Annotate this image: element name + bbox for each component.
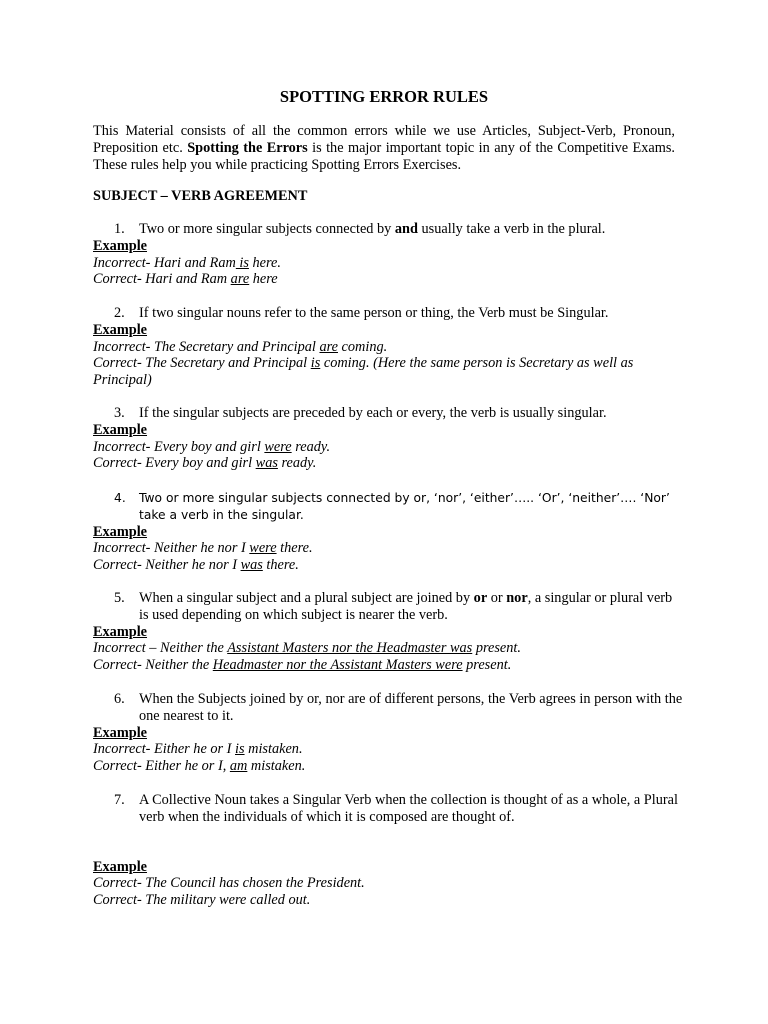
rule-number: 5.: [114, 590, 125, 606]
underlined-correction: are: [230, 271, 250, 288]
correct-example: Correct- The Council has chosen the President.: [93, 875, 365, 892]
rule-text: Two or more singular subjects connected by: [139, 221, 395, 237]
intro-text-after: is the major important topic in any of the Competitive Exams. These rules help you while practicing Spotting Errors Exercises.: [93, 139, 675, 173]
example-label: Example: [93, 858, 148, 875]
example-text: there.: [262, 557, 299, 574]
example-text: Incorrect- Every boy and girl: [93, 438, 265, 455]
underlined-correction: was: [240, 557, 263, 574]
rule-6-statement: [93, 691, 683, 725]
underlined-error: Assistant Masters nor the Headmaster was: [227, 640, 473, 657]
rule-7-statement: [93, 792, 683, 826]
rule-text: usually take a verb in the plural.: [417, 221, 606, 237]
incorrect-example: [93, 540, 683, 557]
underlined-error: were: [249, 540, 277, 557]
rule-text: Two or more singular subjects connected by or, ‘nor’, ‘either’….. ‘Or’, ‘neither’…. ‘Nor’ take a verb in the singular.: [139, 491, 670, 522]
example-label: Example: [93, 421, 148, 438]
rule-text: or: [487, 590, 507, 606]
rule-7: [93, 792, 683, 909]
rule-5: [93, 590, 683, 674]
example-text: present.: [472, 640, 521, 657]
rule-number: 7.: [114, 792, 125, 808]
intro-paragraph: [93, 123, 675, 173]
rule-number: 3.: [114, 405, 125, 421]
rule-text: When a singular subject and a plural subject are joined by: [139, 590, 474, 606]
incorrect-example: [93, 339, 683, 356]
example-text: Incorrect- The Secretary and Principal: [93, 338, 320, 355]
example-text: Correct- Neither the: [93, 657, 213, 674]
spacer: [93, 826, 683, 859]
example-text: here.: [248, 254, 281, 271]
example-text: present.: [462, 657, 512, 674]
intro-text-before: This Material consists of all the common errors while we use Articles, Subject-Verb, Pronoun, Preposition etc.: [93, 123, 675, 156]
rule-text: If two singular nouns refer to the same person or thing, the Verb must be Singular.: [139, 305, 609, 321]
intro-bold-term: Spotting the Errors: [187, 139, 308, 156]
incorrect-example: [93, 255, 683, 272]
example-label: Example: [93, 523, 148, 540]
rule-bold-word: or: [473, 590, 488, 606]
correct-example: [93, 271, 683, 288]
example-label: Example: [93, 237, 148, 254]
rule-bold-word: nor: [506, 590, 528, 606]
example-text: here: [249, 271, 278, 288]
section-heading: SUBJECT – VERB AGREEMENT: [93, 188, 308, 204]
rule-1-statement: [93, 221, 683, 238]
example-text: Incorrect- Hari and Ram: [93, 254, 236, 271]
example-text: Correct- Every boy and girl: [93, 455, 256, 472]
example-text: Correct- The Secretary and Principal: [93, 355, 311, 372]
rule-text: If the singular subjects are preceded by each or every, the verb is usually singular.: [139, 405, 607, 421]
rule-text: , a singular or plural verb is used depending on which subject is nearer the verb.: [139, 590, 673, 623]
example-text: coming.: [337, 338, 388, 355]
example-text: mistaken.: [244, 741, 303, 758]
correct-example: Correct- The military were called out.: [93, 892, 311, 909]
example-text: Correct- Neither he nor I: [93, 557, 241, 574]
rule-4-statement: [93, 490, 683, 524]
rule-number: 2.: [114, 305, 125, 321]
example-text: there.: [276, 540, 313, 557]
correct-example: [93, 355, 683, 389]
example-text: Correct- Either he or I,: [93, 758, 230, 775]
rule-number: 1.: [114, 221, 125, 237]
example-text: ready.: [277, 455, 317, 472]
underlined-error: were: [264, 438, 292, 455]
example-label: Example: [93, 724, 148, 741]
example-label: Example: [93, 623, 148, 640]
underlined-error: is: [235, 254, 249, 271]
rule-number: 6.: [114, 691, 125, 707]
rule-number: 4.: [114, 491, 126, 505]
example-text: Incorrect- Either he or I: [93, 741, 235, 758]
rule-2-statement: [93, 305, 683, 322]
correct-example: [93, 657, 683, 674]
correct-example: [93, 557, 683, 574]
example-label: Example: [93, 321, 148, 338]
incorrect-example: [93, 741, 683, 758]
correct-example: [93, 758, 683, 775]
underlined-correction: was: [255, 455, 278, 472]
rule-6: [93, 691, 683, 775]
example-text: coming. (Here the same person is Secretary as well as Principal): [93, 355, 634, 389]
underlined-correction: am: [229, 758, 248, 775]
underlined-correction: Headmaster nor the Assistant Masters were: [212, 657, 463, 674]
incorrect-example: [93, 640, 683, 657]
rule-2: [93, 305, 683, 389]
rule-3-statement: [93, 405, 683, 422]
example-text: mistaken.: [247, 758, 306, 775]
underlined-error: are: [319, 338, 338, 355]
incorrect-example: [93, 439, 683, 456]
rule-3: [93, 405, 683, 472]
example-text: Incorrect – Neither the: [93, 640, 228, 657]
rule-5-statement: [93, 590, 683, 624]
example-text: Incorrect- Neither he nor I: [93, 540, 250, 557]
rule-text: When the Subjects joined by or, nor are of different persons, the Verb agrees in person with the one nearest to it.: [139, 691, 683, 724]
example-text: Correct- Hari and Ram: [93, 271, 231, 288]
rule-text: A Collective Noun takes a Singular Verb when the collection is thought of as a whole, a Plural verb when the individuals of which it is composed are thought of.: [139, 792, 678, 825]
page-title: SPOTTING ERROR RULES: [279, 87, 489, 106]
rule-bold-word: and: [394, 221, 418, 237]
rule-1: [93, 221, 683, 288]
underlined-error: is: [235, 741, 245, 758]
underlined-correction: is: [310, 355, 321, 372]
example-text: ready.: [291, 438, 331, 455]
correct-example: [93, 455, 683, 472]
rule-4: [93, 490, 683, 574]
